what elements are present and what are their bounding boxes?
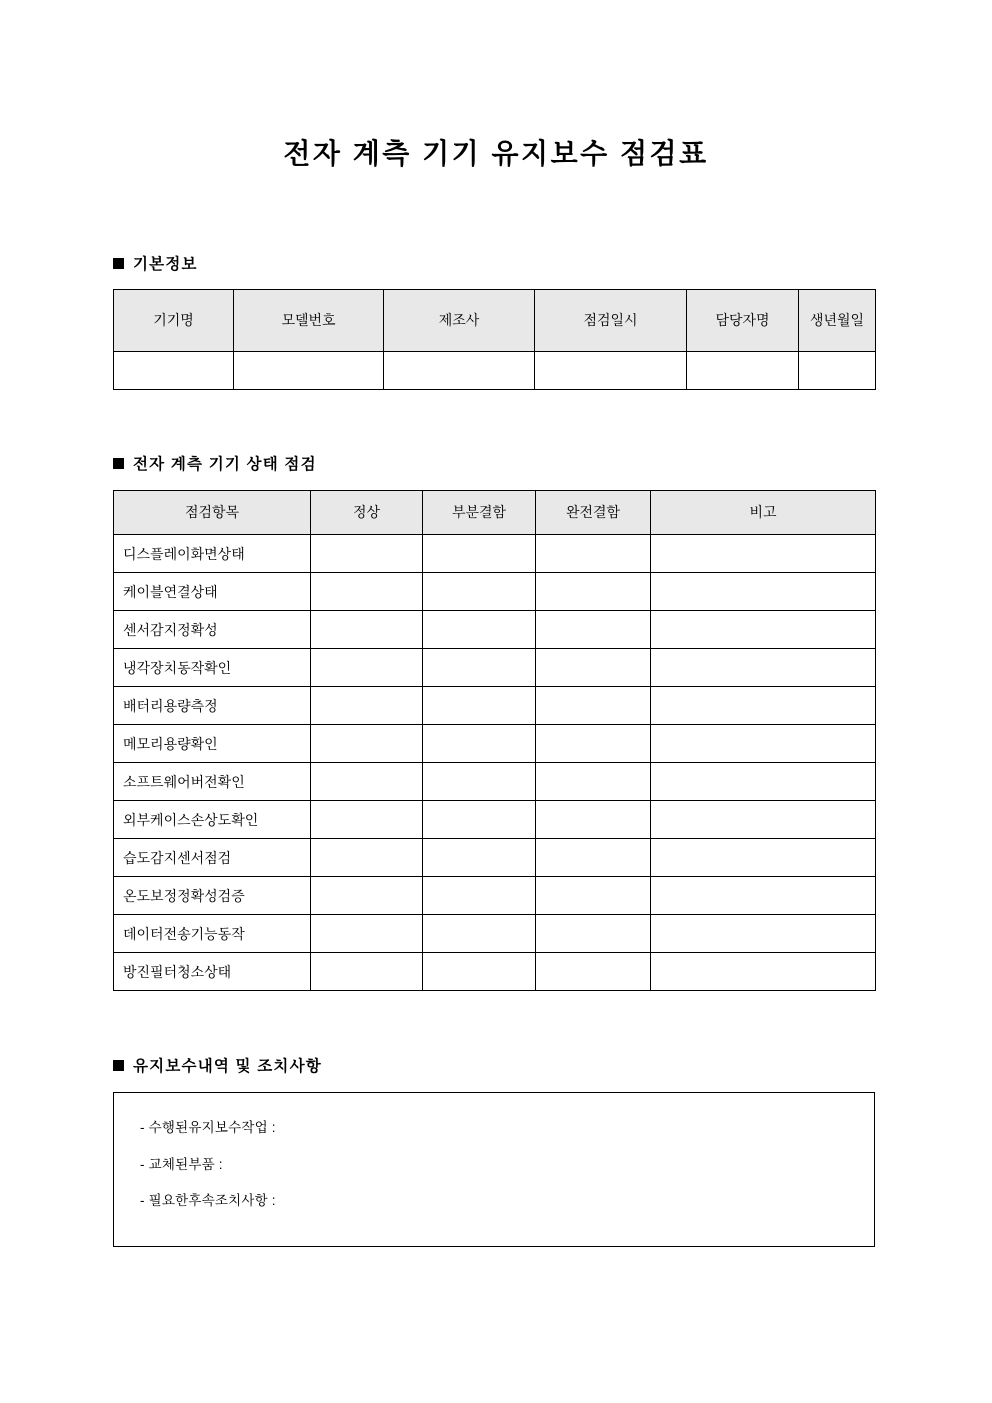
cell-full-defect[interactable] xyxy=(536,915,651,953)
black-square-icon xyxy=(113,458,124,469)
cell-birthdate[interactable] xyxy=(799,352,876,390)
cell-remarks[interactable] xyxy=(651,611,876,649)
cell-normal[interactable] xyxy=(311,877,423,915)
cell-normal[interactable] xyxy=(311,763,423,801)
cell-full-defect[interactable] xyxy=(536,535,651,573)
table-header-row xyxy=(114,491,876,535)
cell-normal[interactable] xyxy=(311,725,423,763)
table-row xyxy=(114,725,876,763)
table-row xyxy=(114,611,876,649)
cell-remarks[interactable] xyxy=(651,763,876,801)
cell-check-item: 배터리용량측정 xyxy=(114,687,311,725)
cell-partial-defect[interactable] xyxy=(423,573,536,611)
section-heading-label: 전자 계측 기기 상태 점검 xyxy=(133,456,317,473)
cell-check-item: 센서감지정확성 xyxy=(114,611,311,649)
cell-normal[interactable] xyxy=(311,915,423,953)
cell-partial-defect[interactable] xyxy=(423,725,536,763)
cell-remarks[interactable] xyxy=(651,915,876,953)
black-square-icon xyxy=(113,1060,124,1071)
cell-remarks[interactable] xyxy=(651,535,876,573)
cell-normal[interactable] xyxy=(311,573,423,611)
cell-normal[interactable] xyxy=(311,801,423,839)
maintenance-note-line: - 수행된유지보수작업 : xyxy=(140,1120,276,1135)
cell-full-defect[interactable] xyxy=(536,687,651,725)
cell-full-defect[interactable] xyxy=(536,649,651,687)
column-header-device-name: 기기명 xyxy=(114,290,234,352)
page-title: 전자 계측 기기 유지보수 점검표 xyxy=(283,138,709,169)
maintenance-notes-box[interactable] xyxy=(113,1092,875,1247)
cell-full-defect[interactable] xyxy=(536,611,651,649)
section-heading-basic-info xyxy=(113,252,198,274)
cell-partial-defect[interactable] xyxy=(423,915,536,953)
table-row xyxy=(114,877,876,915)
cell-remarks[interactable] xyxy=(651,839,876,877)
cell-partial-defect[interactable] xyxy=(423,687,536,725)
cell-normal[interactable] xyxy=(311,953,423,991)
maintenance-note-line: - 필요한후속조치사항 : xyxy=(140,1193,276,1208)
cell-normal[interactable] xyxy=(311,649,423,687)
cell-check-item: 디스플레이화면상태 xyxy=(114,535,311,573)
cell-check-item: 습도감지센서점검 xyxy=(114,839,311,877)
cell-full-defect[interactable] xyxy=(536,573,651,611)
cell-full-defect[interactable] xyxy=(536,725,651,763)
cell-model-number[interactable] xyxy=(234,352,384,390)
cell-check-item: 소프트웨어버전확인 xyxy=(114,763,311,801)
column-header-check-item: 점검항목 xyxy=(114,491,311,535)
column-header-normal: 정상 xyxy=(311,491,423,535)
column-header-birthdate: 생년월일 xyxy=(799,290,876,352)
table-row xyxy=(114,573,876,611)
cell-partial-defect[interactable] xyxy=(423,839,536,877)
cell-check-item: 온도보정정확성검증 xyxy=(114,877,311,915)
cell-check-item: 방진필터청소상태 xyxy=(114,953,311,991)
column-header-inspector: 담당자명 xyxy=(687,290,799,352)
cell-check-item: 데이터전송기능동작 xyxy=(114,915,311,953)
column-header-remarks: 비고 xyxy=(651,491,876,535)
cell-normal[interactable] xyxy=(311,611,423,649)
cell-remarks[interactable] xyxy=(651,649,876,687)
cell-partial-defect[interactable] xyxy=(423,953,536,991)
table-row xyxy=(114,649,876,687)
cell-normal[interactable] xyxy=(311,535,423,573)
cell-remarks[interactable] xyxy=(651,687,876,725)
table-row xyxy=(114,687,876,725)
table-row xyxy=(114,915,876,953)
cell-check-item: 외부케이스손상도확인 xyxy=(114,801,311,839)
column-header-full-defect: 완전결함 xyxy=(536,491,651,535)
cell-manufacturer[interactable] xyxy=(384,352,535,390)
cell-remarks[interactable] xyxy=(651,573,876,611)
column-header-partial-defect: 부분결함 xyxy=(423,491,536,535)
black-square-icon xyxy=(113,258,124,269)
cell-check-item: 메모리용량확인 xyxy=(114,725,311,763)
cell-remarks[interactable] xyxy=(651,801,876,839)
cell-remarks[interactable] xyxy=(651,877,876,915)
cell-device-name[interactable] xyxy=(114,352,234,390)
cell-full-defect[interactable] xyxy=(536,801,651,839)
basic-info-table xyxy=(113,289,876,390)
table-row xyxy=(114,953,876,991)
section-heading-label: 기본정보 xyxy=(133,256,198,273)
cell-normal[interactable] xyxy=(311,687,423,725)
cell-check-item: 냉각장치동작확인 xyxy=(114,649,311,687)
table-row xyxy=(114,763,876,801)
cell-partial-defect[interactable] xyxy=(423,611,536,649)
status-check-body xyxy=(114,535,876,991)
table-row xyxy=(114,535,876,573)
cell-inspector[interactable] xyxy=(687,352,799,390)
table-row xyxy=(114,801,876,839)
cell-full-defect[interactable] xyxy=(536,763,651,801)
cell-partial-defect[interactable] xyxy=(423,535,536,573)
cell-full-defect[interactable] xyxy=(536,953,651,991)
cell-partial-defect[interactable] xyxy=(423,649,536,687)
column-header-manufacturer: 제조사 xyxy=(384,290,535,352)
cell-full-defect[interactable] xyxy=(536,839,651,877)
section-heading-maintenance-notes xyxy=(113,1054,322,1076)
cell-inspect-date[interactable] xyxy=(535,352,687,390)
section-heading-status-check xyxy=(113,452,317,474)
table-row xyxy=(114,839,876,877)
column-header-model-number: 모델번호 xyxy=(234,290,384,352)
status-check-table xyxy=(113,490,876,991)
cell-normal[interactable] xyxy=(311,839,423,877)
section-heading-label: 유지보수내역 및 조치사항 xyxy=(133,1058,322,1075)
cell-remarks[interactable] xyxy=(651,953,876,991)
cell-partial-defect[interactable] xyxy=(423,763,536,801)
cell-check-item: 케이블연결상태 xyxy=(114,573,311,611)
column-header-inspect-date: 점검일시 xyxy=(535,290,687,352)
cell-remarks[interactable] xyxy=(651,725,876,763)
cell-partial-defect[interactable] xyxy=(423,801,536,839)
table-header-row xyxy=(114,290,876,352)
maintenance-note-line: - 교체된부품 : xyxy=(140,1156,223,1172)
table-row xyxy=(114,352,876,390)
cell-partial-defect[interactable] xyxy=(423,877,536,915)
cell-full-defect[interactable] xyxy=(536,877,651,915)
